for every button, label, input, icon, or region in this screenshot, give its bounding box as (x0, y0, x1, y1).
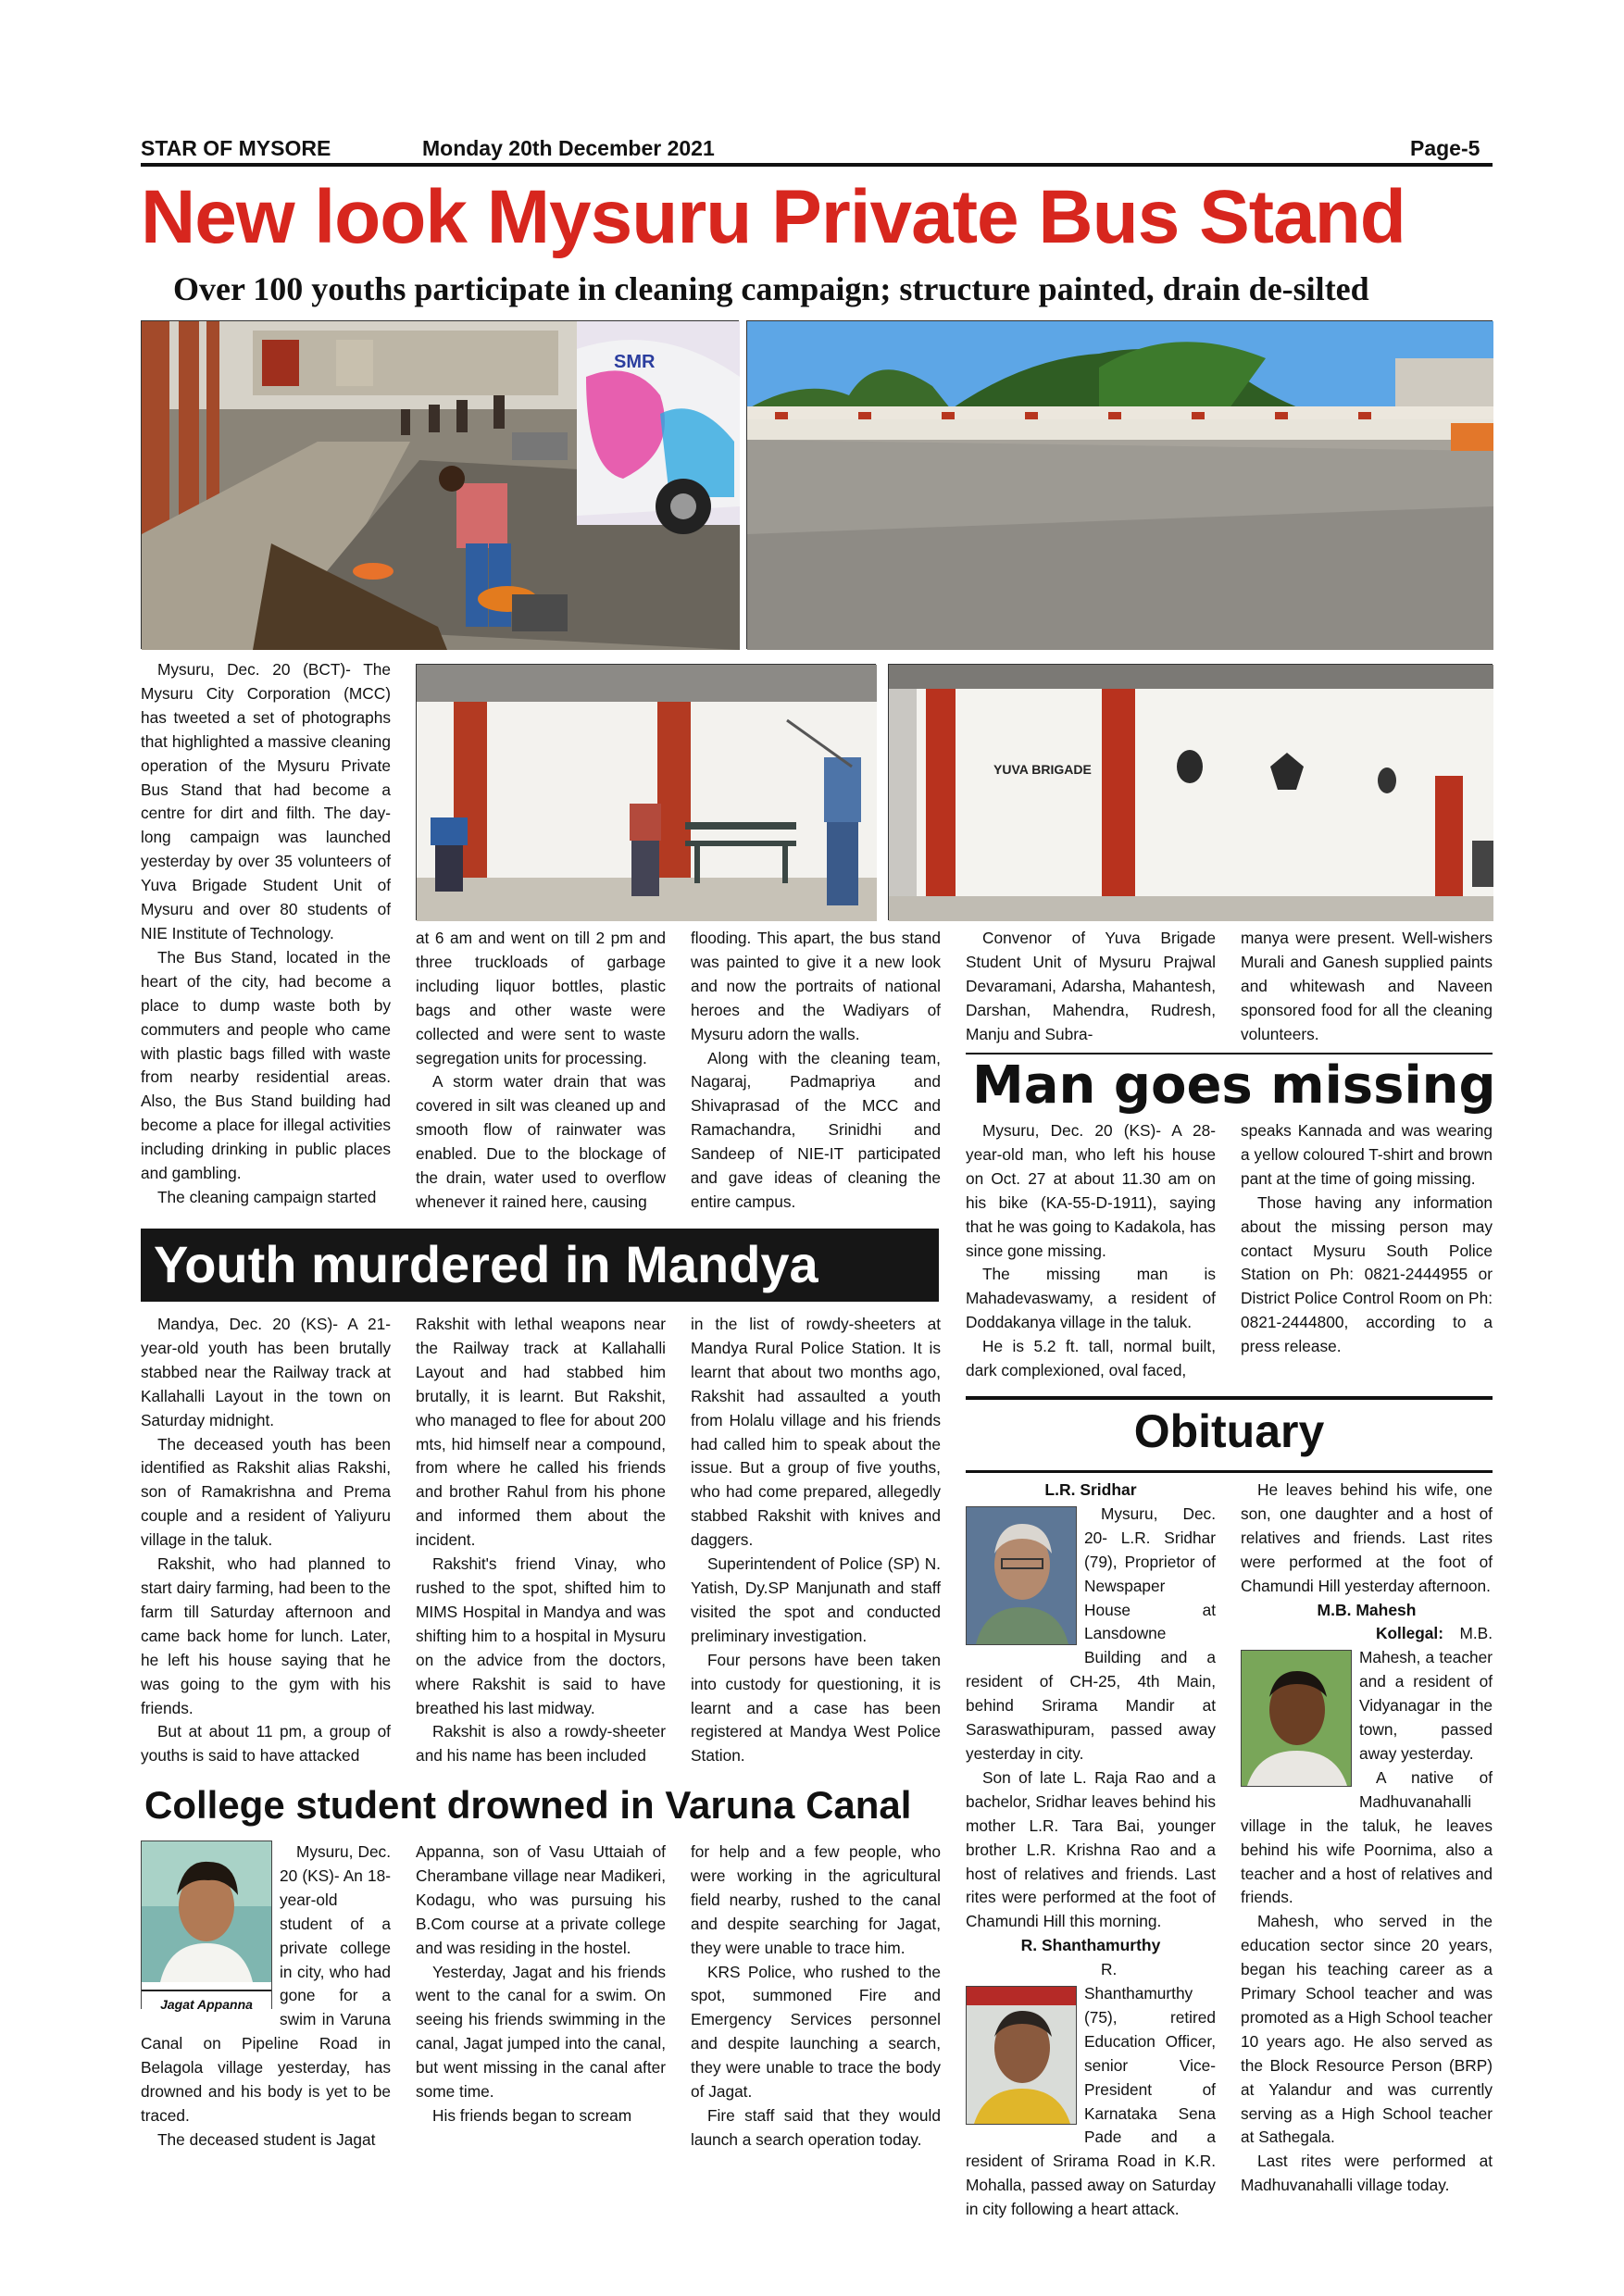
obituary-bottom-rule (966, 1470, 1493, 1473)
paper-name: STAR OF MYSORE (141, 136, 331, 160)
lead-col-4 (966, 927, 1216, 1047)
obit-paragraph: Son of late L. Raja Rao and a bachelor, Sridhar leaves behind his mother L.R. Tara Bai, younger brother L.R. Krishna Rao and a host of relatives and friends. Last rites were performed at the foot of Chamundi Hill this morning. (966, 1767, 1216, 1931)
missing-paragraph: Those having any information about the missing person may contact Mysuru South Police Station on Ph: 0821-2444955 or District Police Control Room on Ph: 0821-2444800, according to a press release. (1241, 1192, 1493, 1356)
lead-col-5 (1241, 927, 1493, 1047)
masthead-rule (141, 163, 1493, 167)
lead-paragraph: flooding. This apart, the bus stand was painted to give it a new look and now the portraits of national heroes and the Wadiyars of Mysuru adorn the walls. (691, 929, 941, 1043)
bus-logo-text: SMR (614, 352, 656, 372)
missing-col-1 (966, 1119, 1216, 1388)
jagat-appanna-photo (141, 1841, 272, 2012)
obit-paragraph: He leaves behind his wife, one son, one daughter and a host of relatives and friends. Last rites were performed at the foot of Chamundi Hill yesterday afternoon. (1241, 1480, 1493, 1595)
missing-paragraph: Mysuru, Dec. 20 (KS)- A 28-year-old man, who left his house on Oct. 27 at about 11.30 am on his bike (KA-55-D-1911), saying that he was going to Kadakola, has since gone missing. (966, 1121, 1216, 1260)
shanthamurthy-photo (966, 1986, 1077, 2125)
lead-paragraph: Along with the cleaning team, Nagaraj, Padmapriya and Shivaprasad of the MCC and Ramachandra, Srinidhi and Sandeep of NIE-IT participated and gave ideas of cleaning the entire campus. (691, 1048, 941, 1211)
drowned-col-2 (416, 1841, 666, 2188)
mandya-paragraph: Rakshit is also a rowdy-sheeter and his name has been included (416, 1722, 666, 1766)
photo-painting-walls (416, 664, 876, 920)
mandya-headline: Youth murdered in Mandya (141, 1229, 939, 1302)
lead-paragraph: at 6 am and went on till 2 pm and three truckloads of garbage including liquor bottles, plastic bags and other waste were collected and were sent to waste segregation units for processing. (416, 929, 666, 1067)
page-number: Page-5 (1410, 136, 1480, 160)
drowned-headline: College student drowned in Varuna Canal (144, 1783, 912, 1827)
drowned-paragraph: The deceased student is Jagat (157, 2129, 376, 2149)
photo-cleaning-volunteers (141, 320, 739, 649)
mandya-col-3 (691, 1313, 941, 1776)
obit-name-sridhar: L.R. Sridhar (1044, 1480, 1137, 1499)
lead-deck: Over 100 youths participate in cleaning campaign; structure painted, drain de-silted (173, 270, 1369, 307)
drowned-paragraph: for help and a few people, who were working in the agricultural field nearby, rushed to the canal and despite searching for Jagat, they were unable to trace him. (691, 1842, 941, 1957)
mandya-paragraph: Rakshit with lethal weapons near the Railway track at Kallahalli Layout and had stabbed him brutally, it is learnt. But Rakshit, who managed to flee for about 200 mts, hid himself near a compound, from where he called his friends and brother Rahul from his phone and informed them about the incident. (416, 1315, 666, 1550)
obit-paragraph: Last rites were performed at Madhuvanahalli village today. (1241, 2152, 1493, 2195)
yuva-brigade-mural-text: YUVA BRIGADE (993, 762, 1092, 777)
drowned-paragraph: Yesterday, Jagat and his friends went to the canal for a swim. On seeing his friends swimming in the canal, Jagat jumped into the canal, but went missing in the canal after some time. (416, 1962, 666, 2102)
obituary-col-2 (1241, 1479, 1493, 2195)
photo-cleaned-bus-stand (746, 320, 1493, 649)
lead-paragraph: A storm water drain that was covered in silt was cleaned up and smooth flow of rainwater was enabled. Due to the blockage of the drain, water used to overflow whenever it rained here, causing (416, 1072, 666, 1211)
lead-paragraph: manya were present. Well-wishers Murali and Ganesh supplied paints and whitewash and Naveen sponsored food for all the cleaning volunteers. (1241, 929, 1493, 1043)
missing-col-2 (1241, 1119, 1493, 1388)
missing-top-rule (966, 1053, 1493, 1054)
mandya-paragraph: in the list of rowdy-sheeters at Mandya Rural Police Station. It is learnt that about two months ago, Rakshit had assaulted a youth from Holalu village and his friends had called him to speak about the issue. But a group of five youths, who had come prepared, allegedly stabbed Rakshit with knives and daggers. (691, 1315, 941, 1550)
obituary-col-1 (966, 1479, 1216, 2219)
mahesh-photo (1241, 1650, 1352, 1787)
drowned-col-3 (691, 1841, 941, 2188)
mandya-paragraph: But at about 11 pm, a group of youths is said to have attacked (141, 1722, 391, 1766)
mandya-col-2 (416, 1313, 666, 1776)
obituary-top-rule (966, 1396, 1493, 1400)
mandya-paragraph: Rakshit's friend Vinay, who rushed to the spot, shifted him to MIMS Hospital in Mandya and was shifting him to a hospital in Mysuru on the advice from the doctors, where Rakshit is said to have breathed his last midway. (416, 1554, 666, 1717)
obit-paragraph: A native of Madhuvanahalli village in the taluk, he leaves behind his wife Poornima, also a teacher and a host of relatives and friends. (1241, 1767, 1493, 1907)
drowned-paragraph: Fire staff said that they would launch a search operation today. (691, 2105, 941, 2149)
sridhar-photo (966, 1506, 1077, 1645)
lead-headline: New look Mysuru Private Bus Stand (141, 175, 1405, 259)
obit-place-kollegal: Kollegal: (1376, 1624, 1443, 1643)
drowned-col-1 (141, 1841, 391, 2188)
mandya-paragraph: Superintendent of Police (SP) N. Yatish, Dy.SP Manjunath and staff visited the spot and conducted preliminary investigation. (691, 1554, 941, 1645)
missing-headline: Man goes missing (972, 1055, 1496, 1116)
obituary-headline: Obituary (1133, 1405, 1325, 1457)
missing-paragraph: speaks Kannada and was wearing a yellow coloured T-shirt and brown pant at the time of going missing. (1241, 1121, 1493, 1188)
drowned-paragraph: Mysuru, Dec. 20 (KS)- An 18-year-old student of a private college in city, who had gone for a swim in Varuna Canal on Pipeline Road in Belagola village yesterday, has drowned and his body is yet to be traced. (141, 1842, 391, 2125)
drowned-paragraph: Appanna, son of Vasu Uttaiah of Cherambane village near Madikeri, Kodagu, who was pursuing his B.Com course at a private college and was residing in the hostel. (416, 1842, 666, 1957)
obit-paragraph: M.B. Mahesh, a teacher and a resident of Vidyanagar in the town, passed away yesterday. (1359, 1624, 1493, 1763)
mandya-paragraph: Four persons have been taken into custody for questioning, it is learnt and a case has been registered at Mandya West Police Station. (691, 1650, 941, 1766)
lead-col-3 (691, 927, 941, 1218)
obit-name-mahesh: M.B. Mahesh (1317, 1600, 1417, 1619)
lead-col-2 (416, 927, 666, 1218)
obit-paragraph: Mahesh, who served in the education sector since 20 years, began his teaching career as a Primary School teacher and was promoted as a High School teacher 10 years ago. He also served as the Block Resource Person (BRP) at Yalandur and was currently serving as a High School teacher at Sathegala. (1241, 1912, 1493, 2147)
drowned-paragraph: KRS Police, who rushed to the spot, summoned Fire and Emergency Services personnel and despite launching a search, they were unable to trace the body of Jagat. (691, 1962, 941, 2102)
drowned-paragraph: His friends began to scream (432, 2105, 632, 2125)
lead-paragraph: Mysuru, Dec. 20 (BCT)- The Mysuru City Corporation (MCC) has tweeted a set of photographs that highlighted a massive cleaning operation of the Mysuru Private Bus Stand that had become a centre for dirt and filth. The day-long campaign was launched yesterday by over 35 volunteers of Yuva Brigade Student Unit of Mysuru and over 80 students of NIE Institute of Technology. (141, 660, 391, 942)
jagat-photo-caption: Jagat Appanna (142, 1990, 271, 2017)
lead-paragraph: The cleaning campaign started (157, 1187, 377, 1206)
lead-col-1 (141, 658, 391, 1218)
lead-paragraph: Convenor of Yuva Brigade Student Unit of Mysuru Prajwal Devaramani, Adarsha, Mahantesh, Darshan, Mahendra, Rudresh, Manju and Subra- (966, 929, 1216, 1043)
lead-paragraph: The Bus Stand, located in the heart of the city, had become a place to dump waste both by commuters and people who came with plastic bags filled with waste from nearby residential areas. Also, the Bus Stand building had become a place for illegal activities including drinking in public places and gambling. (141, 947, 391, 1183)
issue-date: Monday 20th December 2021 (422, 136, 715, 160)
mandya-paragraph: The deceased youth has been identified as Rakshit alias Rakshi, son of Ramakrishna and Prema couple and a resident of Yaliyuru village in the taluk. (141, 1434, 391, 1550)
obit-name-shanthamurthy: R. Shanthamurthy (1020, 1936, 1161, 1955)
missing-paragraph: The missing man is Mahadevaswamy, a resident of Doddakanya village in the taluk. (966, 1265, 1216, 1332)
missing-paragraph: He is 5.2 ft. tall, normal built, dark complexioned, oval faced, (966, 1337, 1216, 1380)
photo-portraits-wall (888, 664, 1493, 920)
obit-paragraph: Mysuru, Dec. 20- L.R. Sridhar (79), Proprietor of Newspaper House at Lansdowne Building and a resident of CH-25, 4th Main, behind Srirama Mandir at Saraswathipuram, passed away yesterday in city. (966, 1504, 1216, 1763)
mandya-col-1 (141, 1313, 391, 1776)
mandya-paragraph: Mandya, Dec. 20 (KS)- A 21-year-old youth has been brutally stabbed near the Railway track at Kallahalli Layout in the town on Saturday midnight. (141, 1315, 391, 1429)
mandya-paragraph: Rakshit, who had planned to start dairy farming, had been to the farm till Saturday afternoon and came back home for lunch. Later, he left his house saying that he was going to the gym with his friends. (141, 1554, 391, 1717)
obit-paragraph: R. Shanthamurthy (75), retired Education Officer, senior Vice-President of Karnataka Sena Pade and a resident of Srirama Road in K.R. Mohalla, passed away on Saturday in city following a heart attack. (966, 1960, 1216, 2219)
